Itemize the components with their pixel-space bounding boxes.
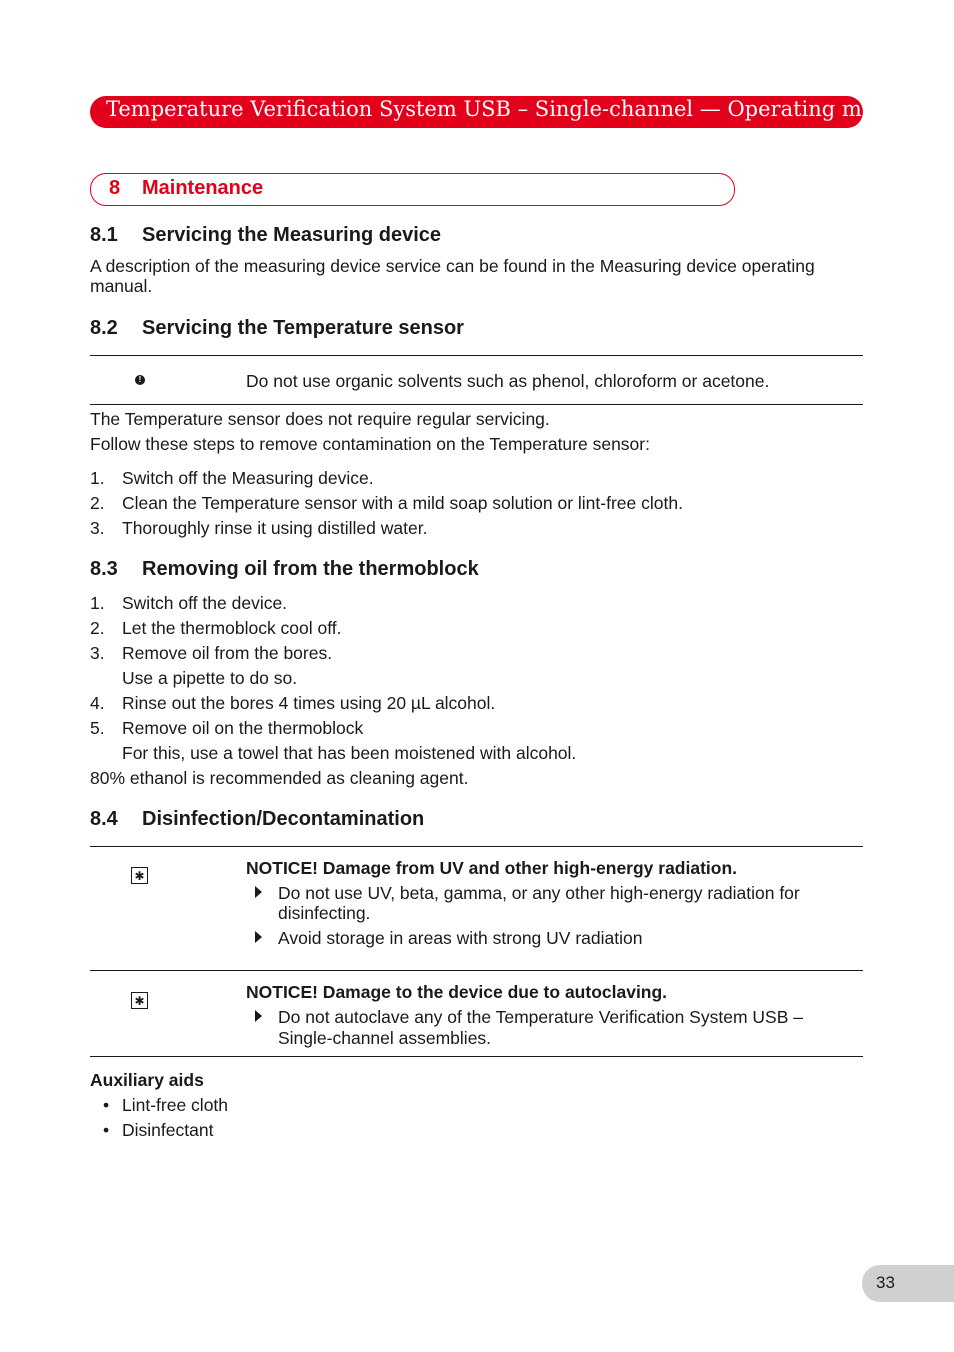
- notice-bullet: Do not use UV, beta, gamma, or any other high-energy radiation for: [278, 883, 800, 903]
- list-item-number: 1.: [90, 468, 105, 488]
- paragraph-8-1-line2: manual.: [90, 276, 153, 296]
- list-item: Disinfectant: [122, 1120, 214, 1140]
- list-item-continuation: Use a pipette to do so.: [122, 668, 298, 688]
- list-item: Rinse out the bores 4 times using 20 µL alcohol.: [122, 693, 496, 713]
- list-item-number: 4.: [90, 693, 105, 713]
- bullet-arrow-icon: [255, 886, 262, 898]
- section-title: Servicing the Measuring device: [142, 224, 441, 246]
- list-item: Switch off the device.: [122, 593, 288, 613]
- auxiliary-aids-title: Auxiliary aids: [90, 1070, 204, 1090]
- list-item-number: 3.: [90, 643, 105, 663]
- section-heading-8-4: [90, 807, 424, 831]
- notice-bullet: Avoid storage in areas with strong UV radiation: [278, 928, 643, 948]
- list-item: Clean the Temperature sensor with a mild soap solution or lint-free cloth.: [122, 493, 683, 513]
- notice-bullet: Do not autoclave any of the Temperature Verification System USB –: [278, 1007, 803, 1027]
- notice-icon: ✱: [131, 992, 148, 1009]
- divider: [90, 355, 863, 356]
- section-heading-8-2: [90, 316, 464, 340]
- section-number: 8.2: [90, 317, 118, 339]
- notice-icon: ✱: [131, 867, 148, 884]
- bullet-dot-icon: •: [103, 1120, 110, 1140]
- section-number: 8.4: [90, 808, 118, 830]
- section-title: Disinfection/Decontamination: [142, 808, 425, 830]
- list-item-number: 5.: [90, 718, 105, 738]
- bullet-arrow-icon: [255, 1010, 262, 1022]
- paragraph: The Temperature sensor does not require regular servicing.: [90, 409, 550, 429]
- list-item-continuation: For this, use a towel that has been moistened with alcohol.: [122, 743, 577, 763]
- page-number: 33: [876, 1273, 895, 1292]
- chapter-number: 8: [109, 177, 121, 199]
- bullet-dot-icon: •: [103, 1095, 110, 1115]
- paragraph: Follow these steps to remove contamination on the Temperature sensor:: [90, 434, 650, 454]
- section-number: 8.3: [90, 558, 118, 580]
- list-item: Lint-free cloth: [122, 1095, 229, 1115]
- chapter-heading: [90, 173, 735, 206]
- note-text: Do not use organic solvents such as phenol, chloroform or acetone.: [246, 371, 770, 391]
- page-number-tab: [862, 1265, 954, 1302]
- divider: [90, 846, 863, 847]
- notice-bullet-continuation: Single-channel assemblies.: [278, 1028, 492, 1048]
- divider: [90, 1056, 863, 1057]
- notice-title: NOTICE! Damage from UV and other high-energy radiation.: [246, 858, 738, 878]
- list-item: Remove oil from the bores.: [122, 643, 333, 663]
- section-heading-8-3: [90, 557, 479, 581]
- header-title: Temperature Verification System USB – Single-channel — Operating manual: [106, 97, 921, 121]
- list-item: Remove oil on the thermoblock: [122, 718, 364, 738]
- section-title: Servicing the Temperature sensor: [142, 317, 464, 339]
- divider: [90, 970, 863, 971]
- list-item-number: 2.: [90, 493, 105, 513]
- chapter-title: Maintenance: [142, 177, 264, 199]
- bullet-arrow-icon: [255, 931, 262, 943]
- section-heading-8-1: [90, 223, 441, 247]
- list-item-number: 1.: [90, 593, 105, 613]
- list-item-number: 3.: [90, 518, 105, 538]
- section-number: 8.1: [90, 224, 118, 246]
- info-icon: !: [135, 375, 145, 385]
- paragraph: 80% ethanol is recommended as cleaning agent.: [90, 768, 469, 788]
- header-bar: [90, 96, 921, 128]
- notice-title: NOTICE! Damage to the device due to autoclaving.: [246, 982, 668, 1002]
- list-item-number: 2.: [90, 618, 105, 638]
- notice-bullet-continuation: disinfecting.: [278, 903, 371, 923]
- paragraph-8-1-line1: A description of the measuring device service can be found in the Measuring device operating: [90, 256, 815, 276]
- list-item: Thoroughly rinse it using distilled water.: [122, 518, 428, 538]
- divider: [90, 404, 863, 405]
- list-item: Let the thermoblock cool off.: [122, 618, 342, 638]
- list-item: Switch off the Measuring device.: [122, 468, 374, 488]
- section-title: Removing oil from the thermoblock: [142, 558, 479, 580]
